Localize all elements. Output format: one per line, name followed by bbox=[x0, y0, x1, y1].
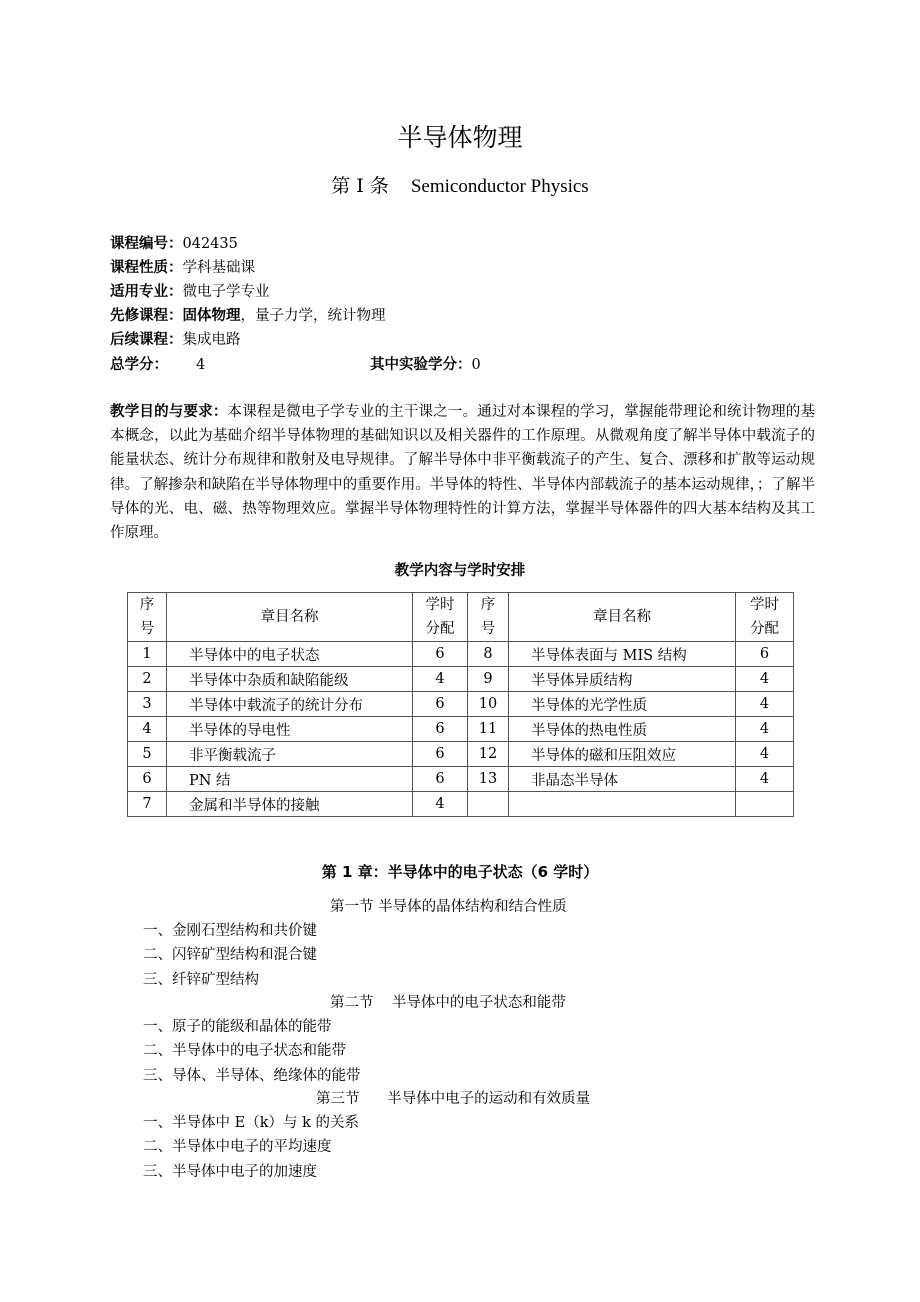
chapter-name bbox=[509, 792, 736, 817]
section-title: 第二节 半导体中的电子状态和能带 bbox=[330, 995, 566, 1011]
row-number: 2 bbox=[128, 667, 167, 692]
hours: 6 bbox=[413, 642, 468, 667]
row-number: 11 bbox=[468, 717, 509, 742]
value: ，量子力学，统计物理 bbox=[240, 308, 386, 324]
chapter-name: 非平衡载流子 bbox=[167, 742, 413, 767]
course-credits bbox=[110, 353, 205, 374]
value: 0 bbox=[471, 357, 481, 373]
objectives-label: 教学目的与要求： bbox=[110, 404, 228, 420]
table-caption: 教学内容与学时安排 bbox=[394, 563, 526, 579]
header-hours: 学时 分配 bbox=[736, 593, 794, 642]
table-row bbox=[128, 717, 794, 742]
chapter-name: 半导体中载流子的统计分布 bbox=[167, 692, 413, 717]
value: 集成电路 bbox=[182, 332, 241, 348]
hours: 4 bbox=[413, 792, 468, 817]
table-header-row bbox=[128, 593, 794, 642]
hours: 4 bbox=[413, 667, 468, 692]
table-row bbox=[128, 742, 794, 767]
row-number: 3 bbox=[128, 692, 167, 717]
chapter-heading: 第 1 章：半导体中的电子状态（6 学时） bbox=[321, 863, 599, 881]
section-item: 三、纤锌矿型结构 bbox=[143, 971, 259, 988]
hours: 6 bbox=[413, 742, 468, 767]
value-bold: 固体物理 bbox=[182, 308, 241, 324]
row-number: 1 bbox=[128, 642, 167, 667]
hours: 6 bbox=[413, 692, 468, 717]
value: 学科基础课 bbox=[182, 260, 255, 276]
label: 总学分： bbox=[110, 357, 168, 373]
objectives-text: 本课程是微电子学专业的主干课之一。通过对本课程的学习，掌握能带理论和统计物理的基本概念，以此为基础介绍半导体物理的基础知识以及相关器件的工作原理。从微观角度了解半导体中载流子的能量状态、统计分布规律和散射及电导规律。了解半导体中非平衡载流子的产生、复合、漂移和扩散等运动规律。了解掺杂和缺陷在半导体物理中的重要作用。半导体的特性、半导体内部载流子的基本运动规律，；了解半导体的光、电、磁、热等物理效应。掌握半导体物理特性的计算方法，掌握半导体器件的四大基本结构及其工作原理。 bbox=[110, 404, 815, 542]
chapter-name: 半导体的磁和压阻效应 bbox=[509, 742, 736, 767]
course-followup bbox=[110, 328, 241, 349]
label: 其中实验学分： bbox=[370, 357, 472, 373]
hours: 6 bbox=[413, 767, 468, 792]
label: 后续课程： bbox=[110, 332, 183, 348]
label: 课程性质： bbox=[110, 260, 183, 276]
row-number: 10 bbox=[468, 692, 509, 717]
objectives-paragraph bbox=[110, 400, 815, 545]
section-item: 一、原子的能级和晶体的能带 bbox=[143, 1019, 332, 1035]
row-number: 12 bbox=[468, 742, 509, 767]
row-number: 4 bbox=[128, 717, 167, 742]
section-item: 二、闪锌矿型结构和混合键 bbox=[143, 947, 317, 964]
chapter-name: 半导体的热电性质 bbox=[509, 717, 736, 742]
chapter-name: 半导体异质结构 bbox=[509, 667, 736, 692]
hours bbox=[736, 792, 794, 817]
hours: 4 bbox=[736, 717, 794, 742]
row-number: 7 bbox=[128, 792, 167, 817]
label: 课程编号： bbox=[110, 236, 183, 252]
hours: 4 bbox=[736, 692, 794, 717]
row-number: 6 bbox=[128, 767, 167, 792]
hours: 6 bbox=[736, 642, 794, 667]
chapter-name: 金属和半导体的接触 bbox=[167, 792, 413, 817]
header-no: 序 号 bbox=[128, 593, 167, 642]
value: 4 bbox=[196, 357, 206, 373]
row-number bbox=[468, 792, 509, 817]
course-major bbox=[110, 280, 270, 301]
section-item: 一、半导体中 E（k）与 k 的关系 bbox=[143, 1115, 359, 1131]
label: 适用专业： bbox=[110, 284, 183, 300]
value: 微电子学专业 bbox=[182, 284, 270, 300]
section-item: 二、半导体中的电子状态和能带 bbox=[143, 1043, 346, 1060]
table-row bbox=[128, 667, 794, 692]
schedule-table bbox=[127, 592, 794, 817]
section-title: 第一节 半导体的晶体结构和结合性质 bbox=[330, 899, 567, 915]
chapter-name: 半导体表面与 MIS 结构 bbox=[509, 642, 736, 667]
hours: 4 bbox=[736, 742, 794, 767]
section-item: 一、金刚石型结构和共价键 bbox=[143, 923, 317, 939]
chapter-name: 半导体的导电性 bbox=[167, 717, 413, 742]
table-row bbox=[128, 792, 794, 817]
chapter-name: PN 结 bbox=[167, 767, 413, 792]
row-number: 5 bbox=[128, 742, 167, 767]
row-number: 13 bbox=[468, 767, 509, 792]
subtitle-zh: 第 I 条 bbox=[331, 175, 389, 197]
table-row bbox=[128, 642, 794, 667]
section-item: 二、半导体中电子的平均速度 bbox=[143, 1139, 332, 1156]
value: 042435 bbox=[182, 236, 238, 252]
document-subtitle bbox=[0, 171, 920, 198]
header-hours: 学时 分配 bbox=[413, 593, 468, 642]
document-title: 半导体物理 bbox=[397, 123, 523, 152]
lab-credits bbox=[370, 353, 481, 374]
chapter-name: 半导体的光学性质 bbox=[509, 692, 736, 717]
hours: 4 bbox=[736, 667, 794, 692]
table-row bbox=[128, 767, 794, 792]
header-no: 序 号 bbox=[468, 593, 509, 642]
section-item: 三、导体、半导体、绝缘体的能带 bbox=[143, 1067, 361, 1084]
row-number: 8 bbox=[468, 642, 509, 667]
chapter-name: 半导体中的电子状态 bbox=[167, 642, 413, 667]
chapter-name: 半导体中杂质和缺陷能级 bbox=[167, 667, 413, 692]
header-name: 章目名称 bbox=[509, 593, 736, 642]
label: 先修课程： bbox=[110, 308, 183, 324]
hours: 6 bbox=[413, 717, 468, 742]
subtitle-en: Semiconductor Physics bbox=[410, 176, 589, 197]
row-number: 9 bbox=[468, 667, 509, 692]
course-nature bbox=[110, 256, 255, 277]
hours: 4 bbox=[736, 767, 794, 792]
course-code bbox=[110, 232, 238, 253]
section-item: 三、半导体中电子的加速度 bbox=[143, 1163, 317, 1180]
table-row bbox=[128, 692, 794, 717]
course-prereq bbox=[110, 304, 386, 325]
header-name: 章目名称 bbox=[167, 593, 413, 642]
section-title: 第三节 半导体中电子的运动和有效质量 bbox=[316, 1091, 591, 1107]
chapter-name: 非晶态半导体 bbox=[509, 767, 736, 792]
